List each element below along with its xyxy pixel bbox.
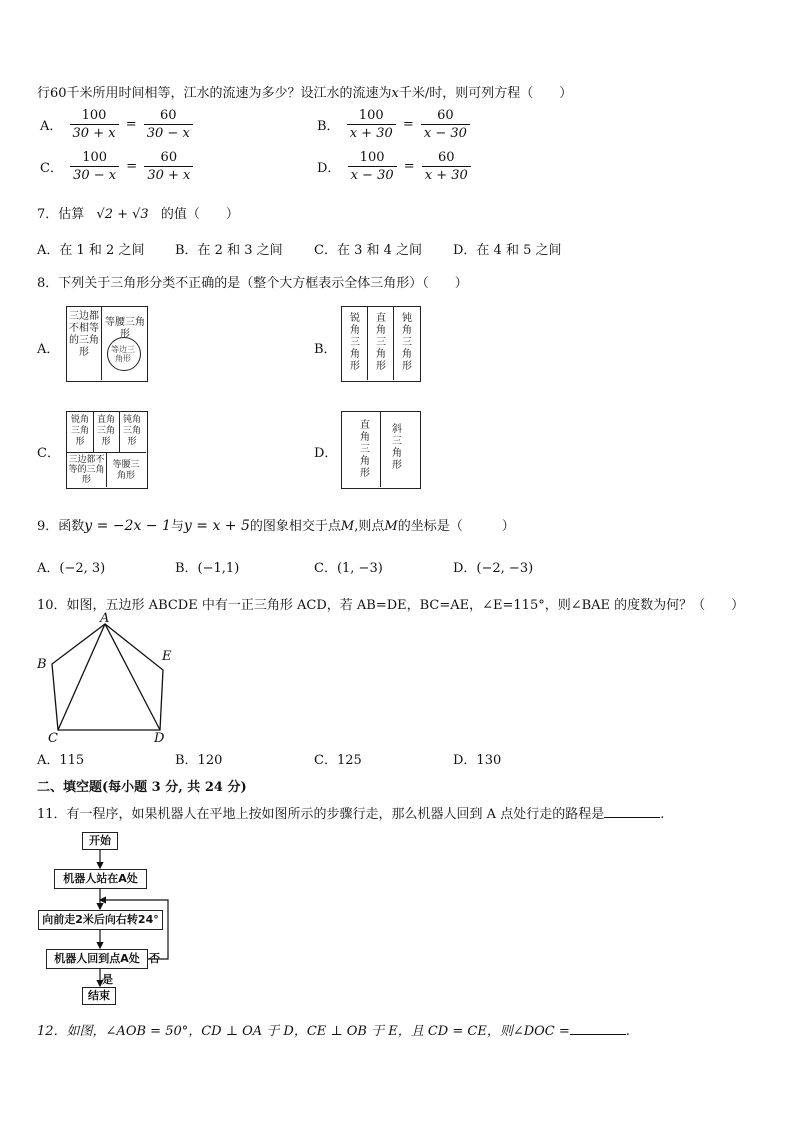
q6-stem: 行60千米所用时间相等，江水的流速为多少？设江水的流速为x千米/时，则可列方程（ ） <box>37 86 573 101</box>
q8-diagram-b <box>341 306 421 382</box>
q7-option-d: D．在 4 和 5 之间 <box>453 243 562 258</box>
q10-option-d: D．130 <box>453 753 502 768</box>
q8-diagram-d <box>341 411 421 489</box>
segment-ad <box>105 624 160 730</box>
q9-option-b: B．(−1,1) <box>175 561 240 576</box>
q8c-scalene-label: 三边都不等的三角形 <box>68 455 105 485</box>
flow-start: 开始 <box>82 832 118 850</box>
q8b-right-label: 直角三角形 <box>376 313 386 372</box>
q7-option-c: C．在 3 和 4 之间 <box>314 243 423 258</box>
q12-answer-blank[interactable] <box>570 1022 626 1035</box>
q8c-acute-label: 锐角三角形 <box>70 415 89 447</box>
q6-option-b: B． $\frac{100}{x + 30}$ = $\frac{60}{x - 30}$ <box>314 108 470 141</box>
section-heading: 二、填空题(每小题 3 分, 共 24 分) <box>37 780 247 795</box>
q11-stem: 11．有一程序，如果机器人在平地上按如图所示的步骤行走，那么机器人回到 A 点处行走的路程是 . <box>37 807 665 822</box>
flow-no-label: 否 <box>149 952 160 965</box>
q9-option-d: D．(−2, −3) <box>453 561 534 576</box>
q8c-isosceles-label: 等腰三角形 <box>112 460 140 481</box>
q8-option-c-label: C． <box>37 446 60 461</box>
flow-yes-label: 是 <box>102 973 113 986</box>
q8c-obtuse-label: 钝角三角形 <box>122 415 141 447</box>
flow-end: 结束 <box>82 987 116 1005</box>
label-c: C <box>48 731 58 742</box>
q10-option-b: B．120 <box>175 753 223 768</box>
q6-option-d: D． $\frac{100}{x - 30}$ = $\frac{60}{x + 30}$ <box>314 150 471 183</box>
q10-pentagon-figure <box>30 612 190 742</box>
q8d-oblique-label: 斜三角形 <box>392 424 402 471</box>
q8a-isosceles-label: 等腰三角形 <box>105 317 145 340</box>
pentagon-abcde <box>52 624 163 730</box>
q7-stem: 7．估算 √2 + √3 的值（ ） <box>37 207 239 222</box>
q11-answer-blank[interactable] <box>604 805 660 818</box>
q9-option-c: C．(1, −3) <box>314 561 383 576</box>
q9-stem: 9．函数y = −2x − 1与y = x + 5的图象相交于点M,则点M的坐标是（ ） <box>37 518 515 534</box>
q8-option-d-label: D． <box>314 446 338 461</box>
label-d: D <box>154 731 165 742</box>
q8-option-b-label: B． <box>314 342 337 357</box>
q8-stem: 8．下列关于三角形分类不正确的是（整个大方框表示全体三角形）（ ） <box>37 276 468 291</box>
q8-diagram-c <box>66 411 148 489</box>
q12-stem: 12．如图，∠AOB = 50°，CD ⊥ OA 于 D，CE ⊥ OB 于 E，且 CD = CE，则∠DOC = . <box>37 1024 630 1039</box>
flow-step-stand: 机器人站在A处 <box>54 869 147 889</box>
q8c-right-label: 直角三角形 <box>96 415 115 447</box>
segment-ac <box>58 624 105 730</box>
q8d-right-label: 直角三角形 <box>360 420 370 479</box>
label-b: B <box>37 657 47 672</box>
q8-diagram-a <box>66 306 148 382</box>
q8b-acute-label: 锐角三角形 <box>350 313 360 372</box>
q6-option-c: C． $\frac{100}{30 - x}$ = $\frac{60}{30 + x}$ <box>37 150 193 183</box>
q10-stem: 10．如图，五边形 ABCDE 中有一正三角形 ACD，若 AB=DE，BC=AE，∠E=115°，则∠BAE 的度数为何？（ ） <box>37 598 745 613</box>
flow-step-walk: 向前走2米后向右转24° <box>38 910 163 930</box>
q7-option-b: B．在 2 和 3 之间 <box>175 243 283 258</box>
flow-decision: 机器人回到点A处 <box>46 949 148 969</box>
label-a: A <box>100 612 110 626</box>
q6-option-a: A． $\frac{100}{30 + x}$ = $\frac{60}{30 - x}$ <box>37 108 193 141</box>
q8-option-a-label: A． <box>37 342 60 357</box>
label-e: E <box>162 649 172 664</box>
q8a-scalene-label: 三边都不相等的三角形 <box>69 311 99 358</box>
q10-option-a: A．115 <box>37 753 85 768</box>
q8a-equilateral-label: 等边三角形 <box>111 345 135 363</box>
q7-option-a: A．在 1 和 2 之间 <box>37 243 145 258</box>
q9-option-a: A．(−2, 3) <box>37 561 106 576</box>
q10-option-c: C．125 <box>314 753 362 768</box>
q8b-obtuse-label: 钝角三角形 <box>402 313 412 372</box>
